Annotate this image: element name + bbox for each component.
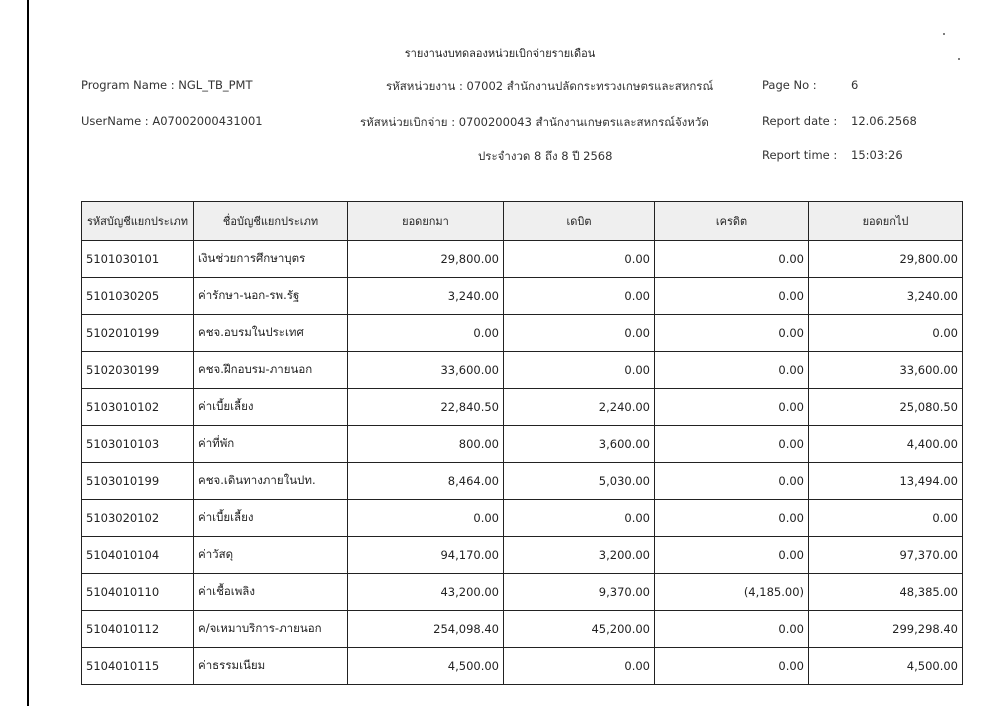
scan-speck [943,33,945,35]
disbursing-unit-code: รหัสหน่วยเบิกจ่าย : 0700200043 สำนักงานเกษตรและสหกรณ์จังหวัด [360,115,709,129]
table-row [82,537,963,574]
cell-opening-balance: 22,840.50 [348,389,504,426]
cell-closing-balance: 97,370.00 [809,537,963,574]
cell-account-code: 5103010199 [82,463,194,500]
cell-opening-balance: 254,098.40 [348,611,504,648]
cell-closing-balance: 13,494.00 [809,463,963,500]
cell-account-code: 5104010112 [82,611,194,648]
cell-account-code: 5104010104 [82,537,194,574]
report-title: รายงานงบทดลองหน่วยเบิกจ่ายรายเดือน [404,47,596,60]
cell-credit: 0.00 [655,389,809,426]
table-row [82,315,963,352]
cell-credit: 0.00 [655,500,809,537]
cell-debit: 0.00 [504,500,655,537]
agency-code: รหัสหน่วยงาน : 07002 สำนักงานปลัดกระทรวงเกษตรและสหกรณ์ [386,79,714,93]
cell-opening-balance: 94,170.00 [348,537,504,574]
cell-debit: 0.00 [504,315,655,352]
cell-account-code: 5104010115 [82,648,194,685]
cell-credit: 0.00 [655,611,809,648]
cell-opening-balance: 0.00 [348,500,504,537]
cell-debit: 2,240.00 [504,389,655,426]
cell-account-name: คชจ.อบรมในประเทศ [194,315,348,352]
cell-account-name: ค/จเหมาบริการ-ภายนอก [194,611,348,648]
cell-account-code: 5103010103 [82,426,194,463]
report-period: ประจำงวด 8 ถึง 8 ปี 2568 [478,149,613,163]
cell-account-name: ค่าเบี้ยเลี้ยง [194,500,348,537]
cell-account-name: ค่าที่พัก [194,426,348,463]
report-time-label: Report time : [762,148,838,162]
trial-balance-table [81,201,963,685]
cell-debit: 9,370.00 [504,574,655,611]
cell-opening-balance: 4,500.00 [348,648,504,685]
col-header-account-name: ชื่อบัญชีแยกประเภท [194,202,348,241]
table-row [82,426,963,463]
cell-account-code: 5103010102 [82,389,194,426]
cell-account-name: ค่าธรรมเนียม [194,648,348,685]
cell-closing-balance: 0.00 [809,500,963,537]
cell-account-name: ค่าวัสดุ [194,537,348,574]
cell-closing-balance: 25,080.50 [809,389,963,426]
cell-account-name: ค่าเบี้ยเลี้ยง [194,389,348,426]
cell-opening-balance: 33,600.00 [348,352,504,389]
cell-debit: 45,200.00 [504,611,655,648]
cell-account-name: คชจ.เดินทางภายในปท. [194,463,348,500]
table-row [82,389,963,426]
cell-debit: 0.00 [504,278,655,315]
table-row [82,574,963,611]
cell-debit: 0.00 [504,241,655,278]
cell-closing-balance: 4,500.00 [809,648,963,685]
page-no-label: Page No : [762,78,817,92]
table-row [82,278,963,315]
cell-account-code: 5103020102 [82,500,194,537]
table-row [82,241,963,278]
cell-credit: 0.00 [655,537,809,574]
cell-credit: 0.00 [655,315,809,352]
cell-closing-balance: 4,400.00 [809,426,963,463]
cell-credit: 0.00 [655,648,809,685]
cell-opening-balance: 800.00 [348,426,504,463]
table-row [82,648,963,685]
cell-debit: 5,030.00 [504,463,655,500]
cell-credit: 0.00 [655,426,809,463]
cell-closing-balance: 29,800.00 [809,241,963,278]
cell-closing-balance: 299,298.40 [809,611,963,648]
cell-opening-balance: 29,800.00 [348,241,504,278]
cell-opening-balance: 3,240.00 [348,278,504,315]
col-header-debit: เดบิต [504,202,655,241]
page-border [27,0,29,706]
cell-account-name: ค่าเชื้อเพลิง [194,574,348,611]
cell-account-name: คชจ.ฝึกอบรม-ภายนอก [194,352,348,389]
cell-opening-balance: 0.00 [348,315,504,352]
program-name: Program Name : NGL_TB_PMT [81,78,253,92]
cell-closing-balance: 0.00 [809,315,963,352]
cell-credit: 0.00 [655,352,809,389]
table-header-row [82,202,963,241]
table-row [82,463,963,500]
report-date-value: 12.06.2568 [851,114,917,128]
cell-account-code: 5102030199 [82,352,194,389]
report-date-label: Report date : [762,114,838,128]
cell-credit: 0.00 [655,241,809,278]
cell-debit: 0.00 [504,648,655,685]
cell-debit: 3,200.00 [504,537,655,574]
cell-credit: (4,185.00) [655,574,809,611]
table-row [82,500,963,537]
cell-closing-balance: 33,600.00 [809,352,963,389]
cell-credit: 0.00 [655,278,809,315]
cell-opening-balance: 8,464.00 [348,463,504,500]
cell-account-code: 5102010199 [82,315,194,352]
col-header-account-code: รหัสบัญชีแยกประเภท [82,202,194,241]
cell-opening-balance: 43,200.00 [348,574,504,611]
cell-account-code: 5101030101 [82,241,194,278]
cell-account-code: 5101030205 [82,278,194,315]
cell-closing-balance: 3,240.00 [809,278,963,315]
cell-debit: 0.00 [504,352,655,389]
cell-closing-balance: 48,385.00 [809,574,963,611]
cell-account-code: 5104010110 [82,574,194,611]
page-no-value: 6 [851,78,859,92]
cell-debit: 3,600.00 [504,426,655,463]
username: UserName : A07002000431001 [81,114,263,128]
cell-credit: 0.00 [655,463,809,500]
col-header-opening-balance: ยอดยกมา [348,202,504,241]
table-row [82,352,963,389]
col-header-closing-balance: ยอดยกไป [809,202,963,241]
report-time-value: 15:03:26 [851,148,903,162]
table-row [82,611,963,648]
cell-account-name: ค่ารักษา-นอก-รพ.รัฐ [194,278,348,315]
col-header-credit: เครดิต [655,202,809,241]
cell-account-name: เงินช่วยการศึกษาบุตร [194,241,348,278]
